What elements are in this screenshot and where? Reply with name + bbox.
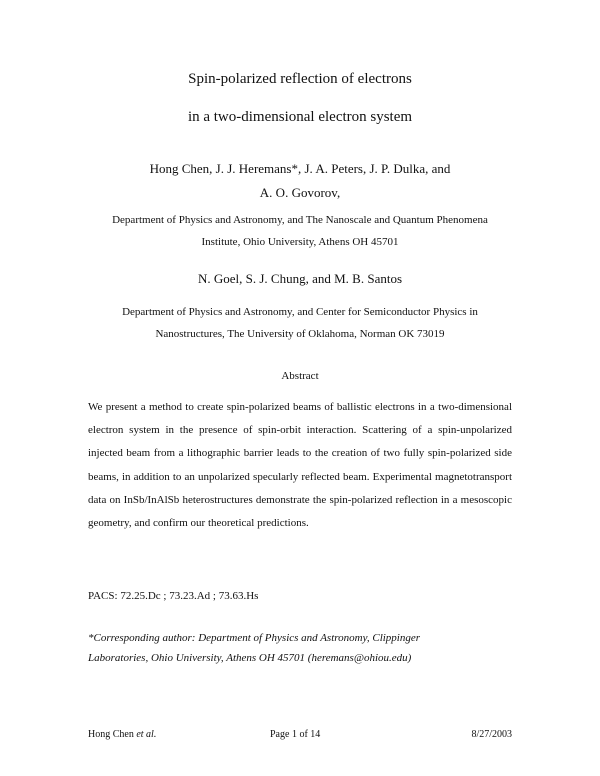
footer-date: 8/27/2003 bbox=[471, 729, 512, 740]
affiliation-2-line-2: Nanostructures, The University of Oklahoma, Norman OK 73019 bbox=[155, 328, 445, 340]
pacs-codes: PACS: 72.25.Dc ; 73.23.Ad ; 73.63.Hs bbox=[88, 590, 259, 602]
authors-line-1: Hong Chen, J. J. Heremans*, J. A. Peters, J. P. Dulka, and bbox=[149, 161, 451, 176]
footer-author bbox=[88, 729, 156, 740]
footer-et-al: et al. bbox=[136, 729, 157, 740]
authors-group-2: N. Goel, S. J. Chung, and M. B. Santos bbox=[197, 271, 403, 286]
affiliation-1-line-1: Department of Physics and Astronomy, and The Nanoscale and Quantum Phenomena bbox=[112, 214, 488, 226]
affiliation-1-line-2: Institute, Ohio University, Athens OH 45701 bbox=[201, 236, 399, 248]
abstract-body bbox=[88, 396, 512, 535]
authors-line-2: A. O. Govorov, bbox=[259, 185, 341, 200]
paper-title-line-2: in a two-dimensional electron system bbox=[187, 109, 413, 125]
footer-author-name: Hong Chen bbox=[88, 729, 134, 740]
corresponding-author-note bbox=[88, 628, 518, 668]
corresponding-line-1: *Corresponding author: Department of Physics and Astronomy, Clippinger bbox=[88, 632, 421, 644]
corresponding-line-2: Laboratories, Ohio University, Athens OH 45701 (heremans@ohiou.edu) bbox=[88, 652, 412, 664]
abstract-heading: Abstract bbox=[281, 370, 319, 382]
paper-title-line-1: Spin-polarized reflection of electrons bbox=[188, 71, 412, 87]
abstract-text: We present a method to create spin-polarized beams of ballistic electrons in a two-dimensional electron system in the presence of spin-orbit interaction. Scattering of a spin-unpolarized injected beam from a lithographic barrier leads to the creation of two fully spin-polarized side beams, in addition to an unpolarized specularly reflected beam. Experimental magnetotransport data on InSb/InAlSb heterostructures demonstrate the spin-polarized reflection in a mesoscopic geometry, and confirm our theoretical predictions. bbox=[88, 401, 512, 530]
footer-page-number: Page 1 of 14 bbox=[270, 729, 321, 740]
affiliation-2-line-1: Department of Physics and Astronomy, and Center for Semiconductor Physics in bbox=[122, 306, 478, 318]
